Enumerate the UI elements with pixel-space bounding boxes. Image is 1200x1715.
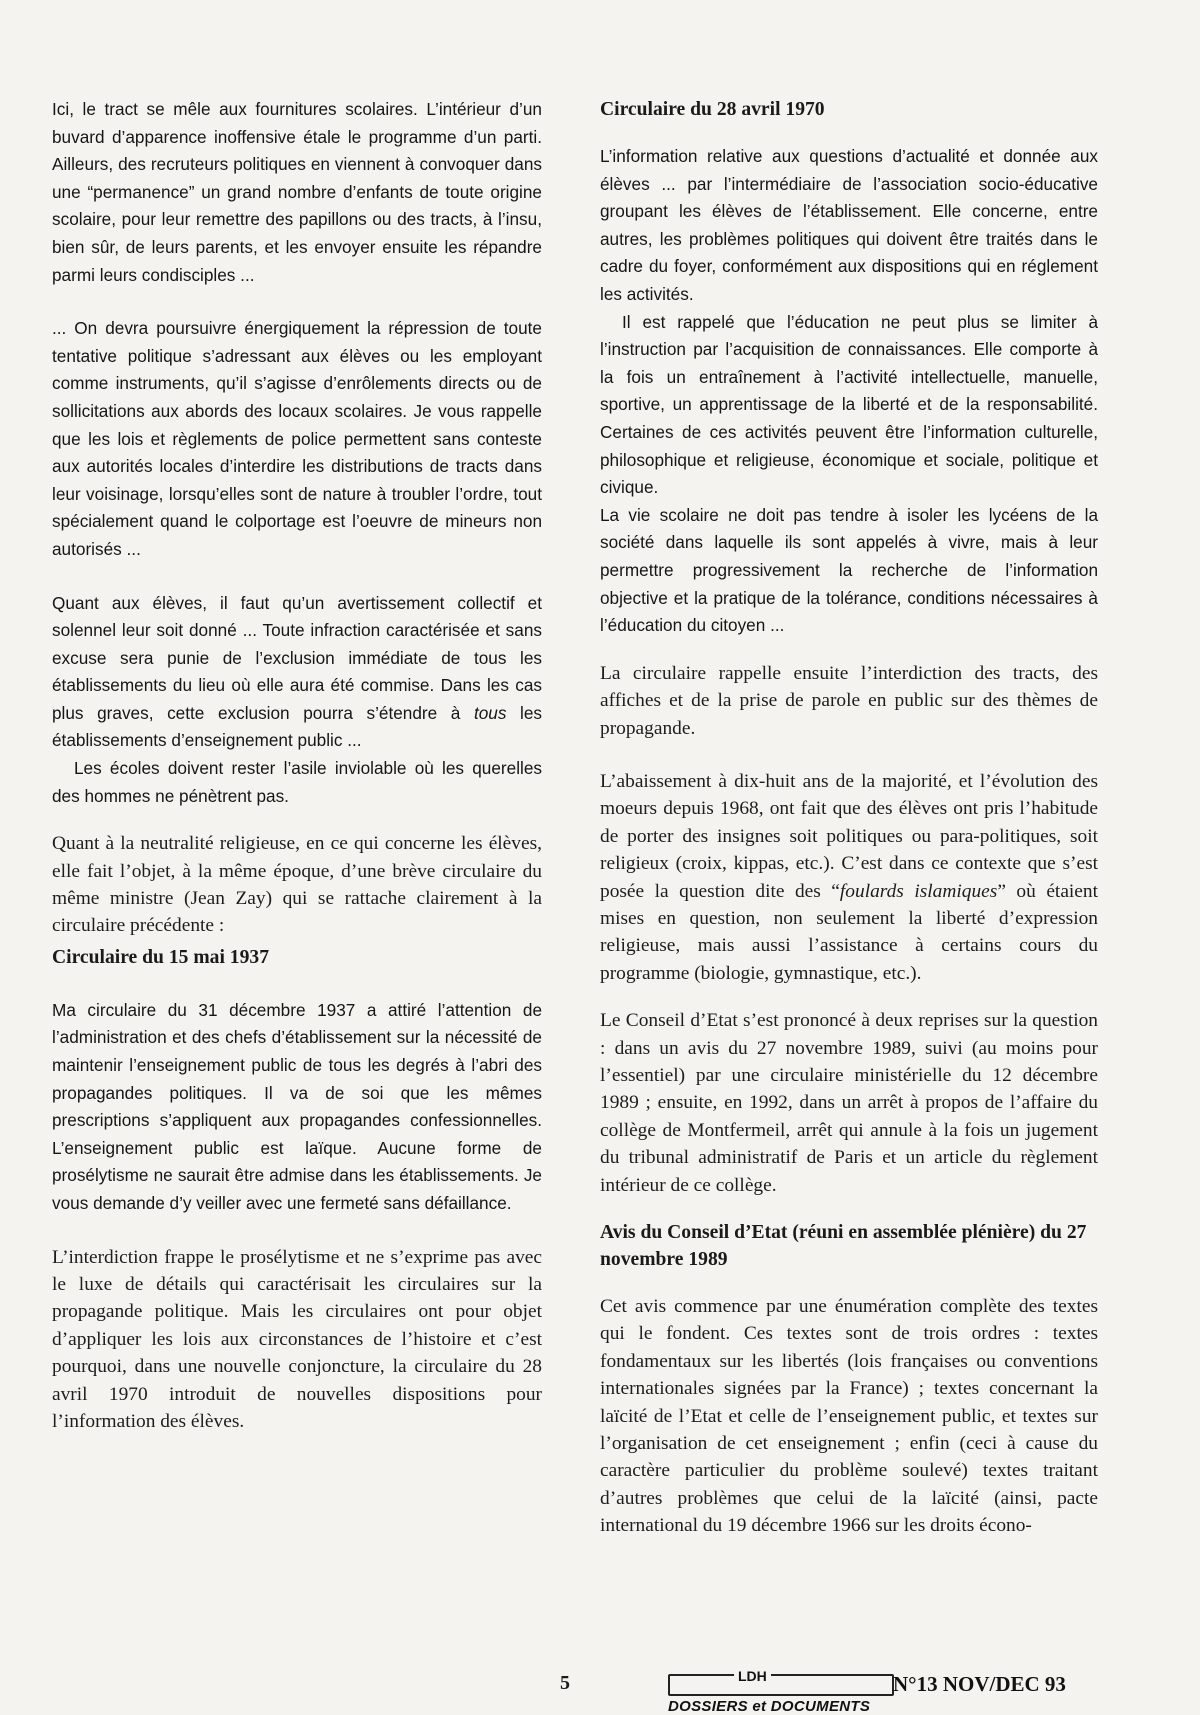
quote-paragraph: L’information relative aux questions d’actualité et donnée aux élèves ... par l’intermédiaire de l’association socio-éducative groupant les élèves de l’établissement. Elle concerne, entre autres, les problèmes politiques qui doivent être traités dans le cadre du foyer, conformément aux dispositions qui en réglement les activités. <box>600 146 1098 304</box>
right-column <box>600 96 1098 1540</box>
quote-paragraph: Quant aux élèves, il faut qu’un avertissement collectif et solennel leur soit donné ... Toute infraction caractérisée et sans excuse sera punie de l’exclusion immédiate de tous les établissements du lieu où elle aura été commise. Dans les cas plus graves, cette exclusion pourra s’étendre à tous les établissements d’enseignement public ... <box>52 592 543 751</box>
quote-paragraph: Ma circulaire du 31 décembre 1937 a attiré l’attention de l’administration et des chefs d’établissement sur la nécessité de maintenir l’enseignement public de tous les degrés à l’abri des propagandes politiques. Il va de soi que les mêmes prescriptions s’appliquent aux propagandes confessionnelles. L’enseignement public est laïque. Aucune forme de prosélytisme ne saurait être admise dans les établissements. Je vous demande d’y veiller avec une fermeté sans défaillance. <box>52 999 542 1214</box>
masthead-frame <box>668 1674 894 1696</box>
quote-paragraph: Les écoles doivent rester l’asile inviolable où les querelles des hommes ne pénètrent pas. <box>52 758 542 806</box>
body-paragraph: L’abaissement à dix-huit ans de la majorité, et l’évolution des moeurs depuis 1968, ont fait que des élèves ont pris l’habitude de porter des insignes soit politiques ou para-politiques, soit religieux (croix, kippas, etc.). C’est dans ce contexte que s’est posée la question dite des “foulards islamiques” où étaient mises en question, non seulement la liberté d’expression religieuse, mais aussi l’assistance à certains cours du programme (biologie, gymnastique, etc.). <box>600 770 1098 984</box>
body-paragraph: L’interdiction frappe le prosélytisme et ne s’exprime pas avec le luxe de détails qui caractérisait les circulaires sur la propagande politique. Mais les circulaires ont pour objet d’appliquer les lois aux circonstances de l’histoire et c’est pourquoi, dans une nouvelle conjoncture, la circulaire du 28 avril 1970 introduit de nouvelles dispositions pour l’information des élèves. <box>52 1246 542 1433</box>
quote-paragraph: Ici, le tract se mêle aux fournitures scolaires. L’intérieur d’un buvard d’apparence inoffensive étale le programme d’un parti. Ailleurs, des recruteurs politiques en viennent à convoquer dans une “permanence” un grand nombre d’enfants de toute origine scolaire, pour leur remettre des papillons ou des tracts, à l’insu, bien sûr, de leurs parents, et les envoyer ensuite les répandre parmi leurs condisciples ... <box>52 99 542 285</box>
left-column <box>52 96 542 1435</box>
body-paragraph: Le Conseil d’Etat s’est prononcé à deux reprises sur la question : dans un avis du 27 novembre 1989, suivi (au moins pour l’essentiel) par une circulaire ministérielle du 12 décembre 1989 ; ensuite, en 1992, dans un arrêt à propos de l’affaire du collège de Montfermeil, arrêt qui annule à la fois un jugement du tribunal administratif de Paris et un article du règlement intérieur de ce collège. <box>600 1010 1098 1196</box>
page-number: 5 <box>560 1672 570 1694</box>
body-paragraph: Cet avis commence par une énumération complète des textes qui le fondent. Ces textes sont de trois ordres : textes fondamentaux sur les libertés (lois françaises ou conventions internationales signées par la France) ; textes concernant la laïcité de l’Etat et celle de l’enseignement public, et textes sur l’organisation de cet enseignement ; enfin (ceci à cause du caractère particulier du problème soulevé) textes traitant d’autres problèmes que celui de la laïcité (ainsi, pacte international du 19 décembre 1966 sur les droits écono- <box>600 1296 1098 1537</box>
section-heading: Circulaire du 28 avril 1970 <box>600 99 825 120</box>
section-heading: Avis du Conseil d’Etat (réuni en assemblée plénière) du 27 novembre 1989 <box>600 1222 1087 1270</box>
section-heading: Circulaire du 15 mai 1937 <box>52 946 269 968</box>
issue-label: N°13 NOV/DEC 93 <box>893 1672 1066 1696</box>
ldh-logo: LDH <box>734 1668 771 1684</box>
quote-paragraph: Il est rappelé que l’éducation ne peut plus se limiter à l’instruction par l’acquisition de connaissances. Elle comporte à la fois un entraînement à l’activité intellectuelle, manuelle, sportive, un apprentissage de la liberté et de la responsabilité. Certaines de ces activités peuvent être l’information culturelle, philosophique et religieuse, économique et sociale, politique et civique. <box>600 311 1098 498</box>
page-footer <box>0 1664 1200 1715</box>
body-paragraph: Quant à la neutralité religieuse, en ce qui concerne les élèves, elle fait l’objet, à la même époque, d’une brève circulaire du même ministre (Jean Zay) qui se rattache clairement à la circulaire précédente : <box>52 833 542 937</box>
publication-subtitle: DOSSIERS et DOCUMENTS <box>668 1698 871 1715</box>
body-paragraph: La circulaire rappelle ensuite l’interdiction des tracts, des affiches et de la prise de parole en public sur des thèmes de propagande. <box>600 662 1098 739</box>
quote-paragraph: La vie scolaire ne doit pas tendre à isoler les lycéens de la société dans laquelle ils sont appelés à vivre, mais à leur permettre progressivement la recherche de l’information objective et la pratique de la tolérance, conditions nécessaires à l’éducation du citoyen ... <box>600 504 1098 636</box>
quote-paragraph: ... On devra poursuivre énergiquement la répression de toute tentative politique s’adressant aux élèves ou les employant comme instruments, qu’il s’agisse d’enrôlements directs ou de sollicitations aux abords des locaux scolaires. Je vous rappelle que les lois et règlements de police permettent sans conteste aux autorités locales d’interdire les distributions de tracts dans leur voisinage, lorsqu’elles sont de nature à troubler l’ordre, tout spécialement quand le colportage est l’oeuvre de mineurs non autorisés ... <box>52 318 542 559</box>
